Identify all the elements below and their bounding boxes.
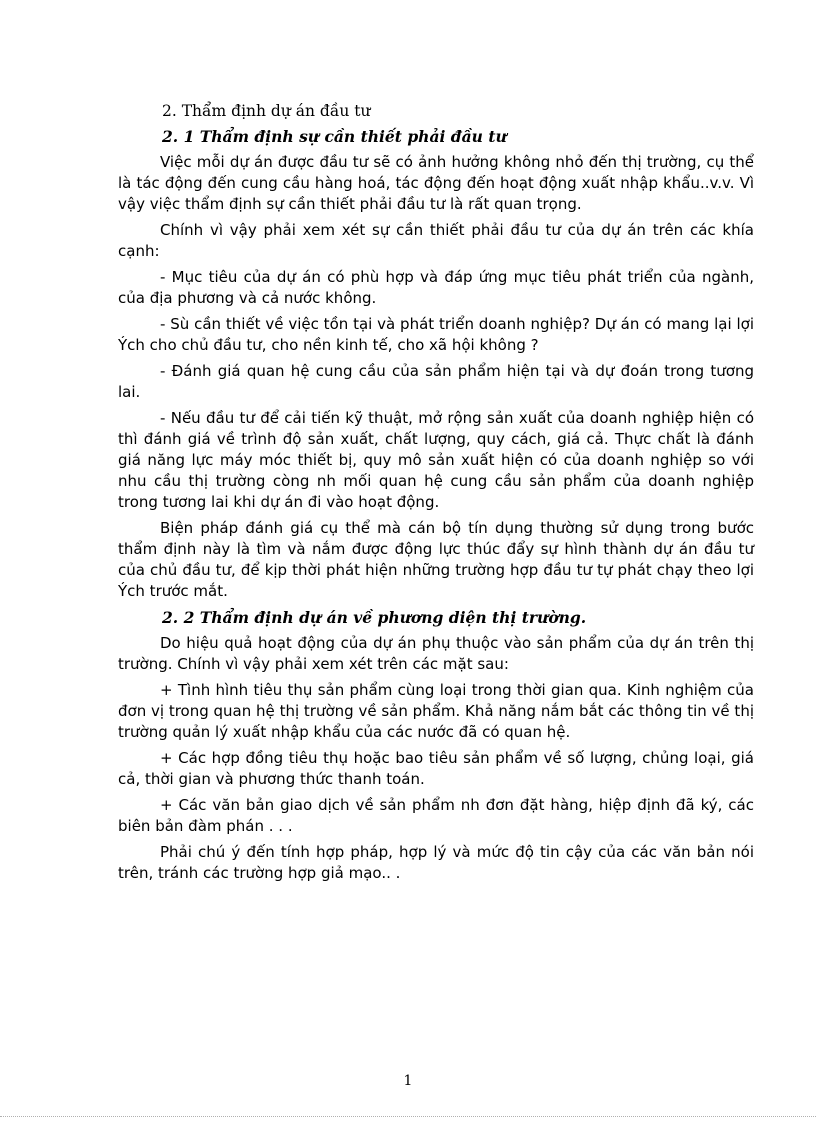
document-body — [118, 100, 754, 889]
list-item: - Mục tiêu của dự án có phù hợp và đáp ứng mục tiêu phát triển của ngành, của địa phương và cả nước không. — [118, 268, 754, 307]
list-item: - Sù cần thiết về việc tồn tại và phát triển doanh nghiệp? Dự án có mang lại lợi Ých cho chủ đầu tư, cho nền kinh tế, cho xã hội không ? — [118, 315, 754, 354]
list-item: + Các hợp đồng tiêu thụ hoặc bao tiêu sản phẩm về số lượng, chủng loại, giá cả, thời gian và phương thức thanh toán. — [118, 749, 754, 788]
paragraph: Việc mỗi dự án được đầu tư sẽ có ảnh hưởng không nhỏ đến thị trường, cụ thể là tác động đến cung cầu hàng hoá, tác động đến hoạt động xuất nhập khẩu..v.v. Vì vậy việc thẩm định sự cần thiết phải đầu tư là rất quan trọng. — [118, 153, 754, 213]
section-heading: 2. Thẩm định dự án đầu tư — [162, 102, 371, 120]
list-item: + Tình hình tiêu thụ sản phẩm cùng loại trong thời gian qua. Kinh nghiệm của đơn vị trong quan hệ thị trường về sản phẩm. Khả năng nắm bắt các thông tin về thị trường quản lý xuất nhập khẩu của các nước đã có quan hệ. — [118, 681, 754, 741]
paragraph: Do hiệu quả hoạt động của dự án phụ thuộc vào sản phẩm của dự án trên thị trường. Chính vì vậy phải xem xét trên các mặt sau: — [118, 634, 754, 673]
page-number: 1 — [403, 1073, 413, 1089]
subsection-title-2: 2. 2 Thẩm định dự án về phương diện thị trường. — [162, 608, 587, 627]
list-item: - Đánh giá quan hệ cung cầu của sản phẩm hiện tại và dự đoán trong tương lai. — [118, 362, 754, 401]
list-item: + Các văn bản giao dịch về sản phẩm nh đơn đặt hàng, hiệp định đã ký, các biên bản đàm phán . . . — [118, 796, 754, 835]
paragraph: Biện pháp đánh giá cụ thể mà cán bộ tín dụng thường sử dụng trong bước thẩm định này là tìm và nắm được động lực thúc đẩy sự hình thành dự án đầu tư của chủ đầu tư, để kịp thời phát hiện những trường hợp đầu tư tự phát chạy theo lợi Ých trước mắt. — [118, 519, 754, 600]
subsection-title-1: 2. 1 Thẩm định sự cần thiết phải đầu tư — [162, 127, 507, 146]
page-bottom-divider — [0, 1116, 816, 1117]
paragraph: Chính vì vậy phải xem xét sự cần thiết phải đầu tư của dự án trên các khía cạnh: — [118, 221, 754, 260]
list-item: - Nếu đầu tư để cải tiến kỹ thuật, mở rộng sản xuất của doanh nghiệp hiện có thì đánh giá về trình độ sản xuất, chất lượng, quy cách, giá cả. Thực chất là đánh giá năng lực máy móc thiết bị, quy mô sản xuất hiện có của doanh nghiệp so với nhu cầu thị trường còng nh mối quan hệ cung cầu sản phẩm của doanh nghiệp trong tương lai khi dự án đi vào hoạt động. — [118, 409, 754, 511]
paragraph: Phải chú ý đến tính hợp pháp, hợp lý và mức độ tin cậy của các văn bản nói trên, tránh các trường hợp giả mạo.. . — [118, 843, 754, 882]
